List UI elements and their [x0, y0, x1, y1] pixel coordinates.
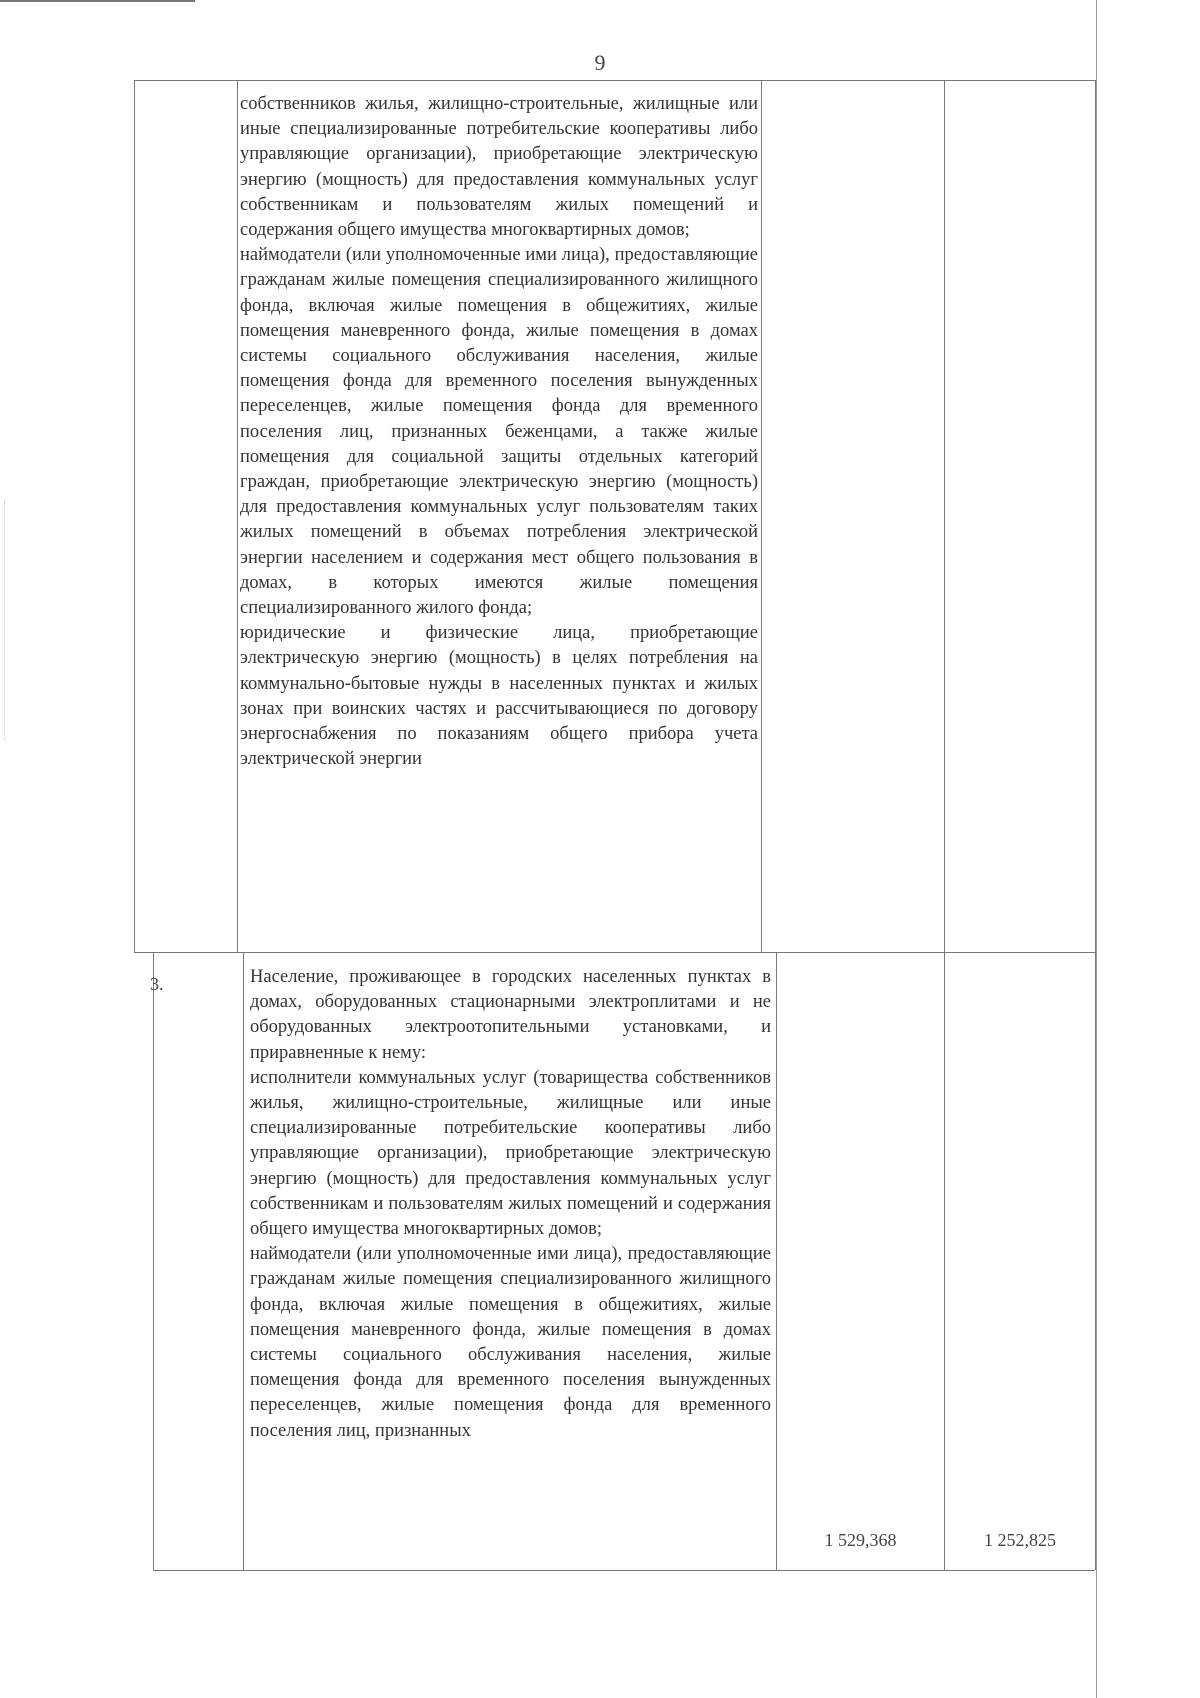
- description-paragraph: юридические и физические лица, приобретающие электрическую энергию (мощность) в целях потребления на коммунально-бытовые нужды в населенных пунктах и жилых зонах при воинских частях и рассчитывающиеся по договору энергоснабжения по показаниям общего прибора учета электрической энергии: [240, 623, 758, 770]
- table-bottom-border: [153, 1570, 1095, 1571]
- description-column-divider: [761, 80, 762, 952]
- table-top-border: [134, 80, 1095, 81]
- description-paragraph: собственников жилья, жилищно-строительные, жилищные или иные специализированные потребительские кооперативы либо управляющие организации), приобретающие электрическую энергию (мощность) для предоставления коммунальных услуг собственникам и пользователям жилых помещений и содержания общего имущества многоквартирных домов;: [240, 94, 758, 241]
- scan-margin-mark: [4, 500, 5, 740]
- table-left-border: [134, 80, 135, 952]
- number-column-divider: [243, 952, 244, 1570]
- table-left-border: [153, 952, 154, 1570]
- description-paragraph: наймодатели (или уполномоченные ими лица), предоставляющие гражданам жилые помещения специализированного жилищного фонда, включая жилые помещения в общежитиях, жилые помещения маневренного фонда, жилые помещения в домах системы социального обслуживания населения, жилые помещения фонда для временного поселения вынужденных переселенцев, жилые помещения фонда для временного поселения лиц, признанных беженцами, а также жилые помещения для социальной защиты отдельных категорий граждан, приобретающие электрическую энергию (мощность) для предоставления коммунальных услуг пользователям таких жилых помещений в объемах потребления электрической энергии населением и содержания мест общего пользования в домах, в которых имеются жилые помещения специализированного жилого фонда;: [240, 245, 758, 619]
- row-description: [240, 92, 758, 772]
- table-right-border: [1095, 80, 1096, 1570]
- tariff-value: 1 529,368: [824, 1530, 897, 1550]
- description-paragraph: исполнители коммунальных услуг (товарищества собственников жилья, жилищно-строительные, жилищные или иные специализированные потребительские кооперативы либо управляющие организации), приобретающие электрическую энергию (мощность) для предоставления коммунальных услуг собственникам и пользователям жилых помещений и содержания общего имущества многоквартирных домов;: [250, 1067, 771, 1240]
- row-description: [250, 965, 771, 1444]
- row-number: 3.: [150, 974, 164, 994]
- number-column-divider: [237, 80, 238, 952]
- row-divider: [134, 952, 1095, 953]
- description-paragraph: наймодатели (или уполномоченные ими лица), предоставляющие гражданам жилые помещения специализированного жилищного фонда, включая жилые помещения в общежитиях, жилые помещения маневренного фонда, жилые помещения в домах системы социального обслуживания населения, жилые помещения фонда для временного поселения вынужденных переселенцев, жилые помещения фонда для временного поселения лиц, признанных: [250, 1244, 771, 1441]
- description-paragraph: Население, проживающее в городских населенных пунктах в домах, оборудованных стационарными электроплитами и не оборудованных электроотопительными установками, и приравненные к нему:: [250, 967, 771, 1063]
- page-number: 9: [594, 50, 606, 75]
- description-column-divider: [776, 952, 777, 1570]
- scan-edge-line: [0, 0, 195, 2]
- tariff-value: 1 252,825: [984, 1530, 1056, 1550]
- value-column-divider: [944, 80, 945, 1570]
- scan-margin-line: [1096, 0, 1097, 1698]
